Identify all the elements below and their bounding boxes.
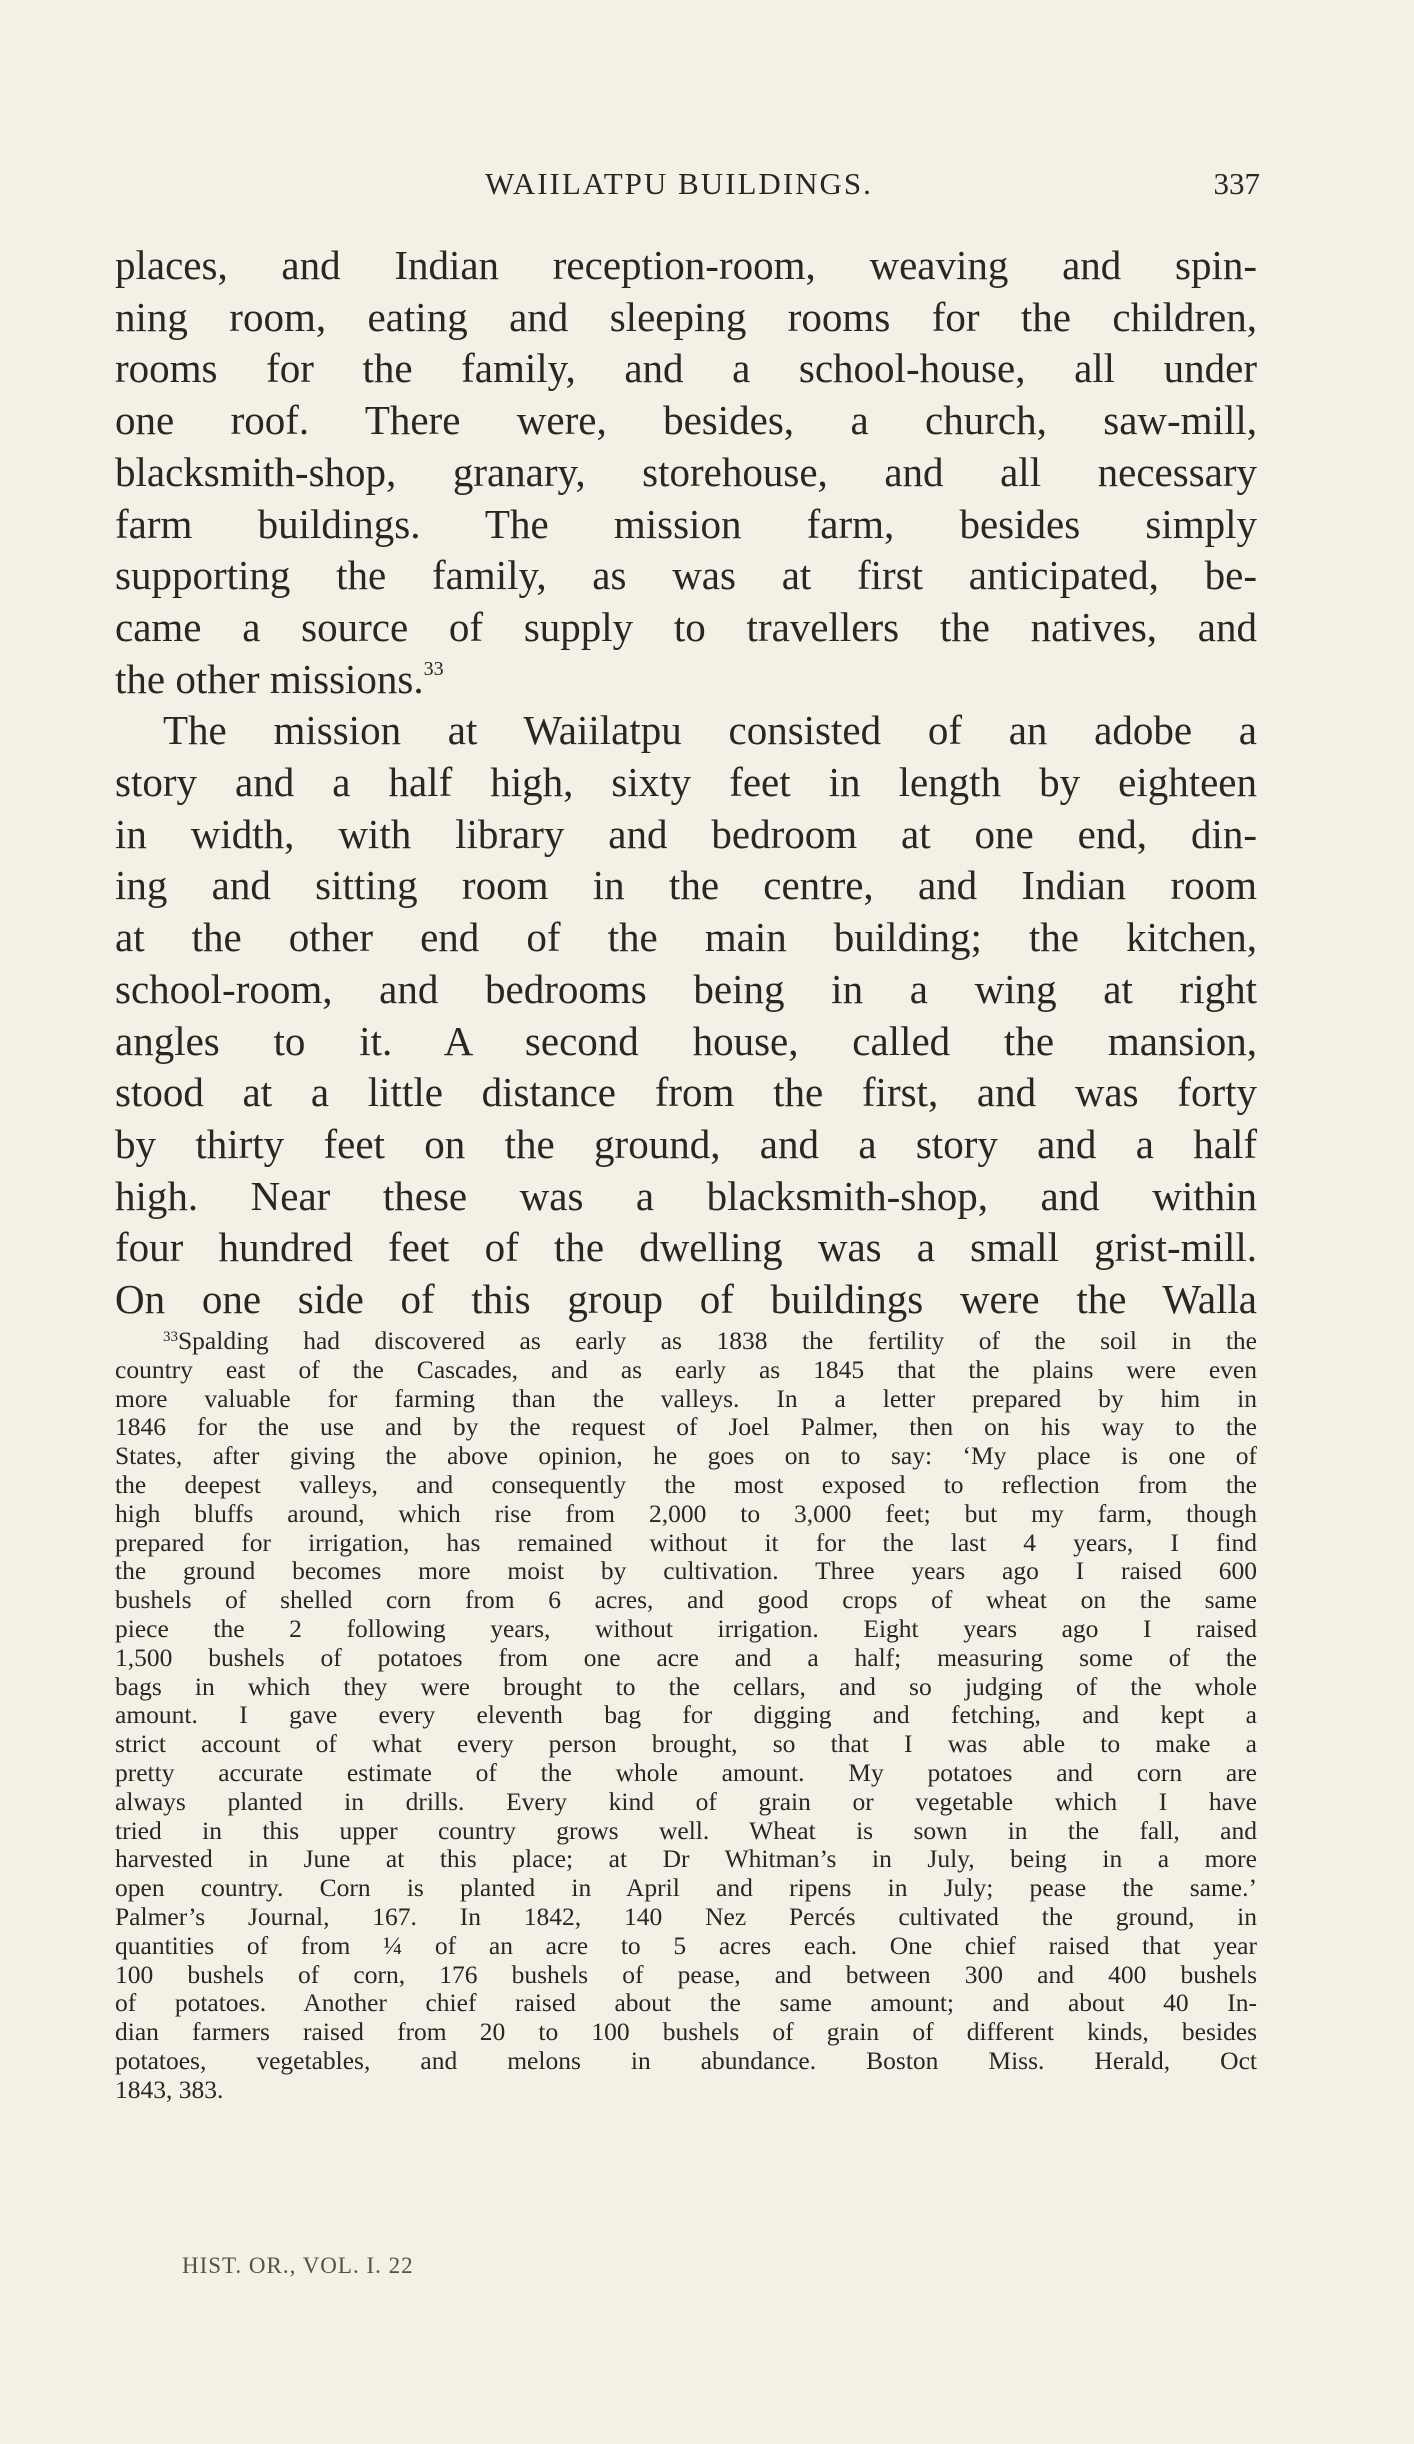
body-line: ing and sitting room in the centre, and Indian room [115, 862, 1257, 909]
footnote-line: country east of the Cascades, and as early as 1845 that the plains were even [115, 1354, 1257, 1384]
footnote-line: 1846 for the use and by the request of Joel Palmer, then on his way to the [115, 1412, 1257, 1442]
footnote-line: 1843, 383. [115, 2074, 224, 2104]
footnote-line: harvested in June at this place; at Dr Whitman’s in July, being in a more [115, 1844, 1257, 1874]
footnote-line: prepared for irrigation, has remained without it for the last 4 years, I find [115, 1527, 1257, 1557]
body-line: On one side of this group of buildings were the Walla [115, 1276, 1257, 1323]
footnote-line: open country. Corn is planted in April and ripens in July; pease the same.’ [115, 1873, 1257, 1903]
footnote-line: of potatoes. Another chief raised about the same amount; and about 40 In- [115, 1988, 1257, 2018]
running-head [115, 166, 1260, 206]
body-line: ning room, eating and sleeping rooms for the children, [115, 293, 1257, 340]
running-title: WAIILATPU BUILDINGS. [485, 166, 873, 201]
body-line: at the other end of the main building; the kitchen, [115, 914, 1257, 961]
footnote-line: quantities of from ¼ of an acre to 5 acres each. One chief raised that year [115, 1930, 1257, 1960]
body-text [115, 240, 1257, 1326]
body-line: one roof. There were, besides, a church, saw-mill, [115, 397, 1257, 444]
footnote-line: States, after giving the above opinion, he goes on to say: ‘My place is one of [115, 1441, 1257, 1471]
footnote-line: dian farmers raised from 20 to 100 bushels of grain of different kinds, besides [115, 2017, 1257, 2047]
body-line: high. Near these was a blacksmith-shop, and within [115, 1172, 1257, 1219]
footnote-line: the ground becomes more moist by cultivation. Three years ago I raised 600 [115, 1556, 1257, 1586]
body-line: farm buildings. The mission farm, besides simply [115, 500, 1257, 547]
footnote-line: Palmer’s Journal, 167. In 1842, 140 Nez Percés cultivated the ground, in [115, 1901, 1257, 1931]
body-line: came a source of supply to travellers the natives, and [115, 603, 1257, 650]
body-line: rooms for the family, and a school-house, all under [115, 345, 1257, 392]
footnote-line: always planted in drills. Every kind of grain or vegetable which I have [115, 1786, 1257, 1816]
footnote-marker: 33 [163, 1329, 178, 1345]
footnote-line: bags in which they were brought to the cellars, and so judging of the whole [115, 1671, 1257, 1701]
footnote-line: more valuable for farming than the valleys. In a letter prepared by him in [115, 1383, 1257, 1413]
footnote [115, 1327, 1257, 2105]
body-line: in width, with library and bedroom at one end, din- [115, 810, 1257, 857]
page-number: 337 [1213, 166, 1260, 201]
body-line: stood at a little distance from the first, and was forty [115, 1069, 1257, 1116]
footnote-line: amount. I gave every eleventh bag for digging and fetching, and kept a [115, 1700, 1257, 1730]
footnote-line: 1,500 bushels of potatoes from one acre and a half; measuring some of the [115, 1642, 1257, 1672]
body-line: story and a half high, sixty feet in length by eighteen [115, 759, 1257, 806]
footnote-line: strict account of what every person brought, so that I was able to make a [115, 1729, 1257, 1759]
paragraph-end-line [115, 654, 1257, 706]
body-line: angles to it. A second house, called the mansion, [115, 1017, 1257, 1064]
footnote-line: piece the 2 following years, without irrigation. Eight years ago I raised [115, 1613, 1257, 1643]
body-line: four hundred feet of the dwelling was a small grist-mill. [115, 1224, 1257, 1271]
body-line: places, and Indian reception-room, weaving and spin- [115, 242, 1257, 288]
footnote-line: potatoes, vegetables, and melons in abundance. Boston Miss. Herald, Oct [115, 2045, 1257, 2075]
footnote-first-line [115, 1327, 1257, 1356]
footnote-line-text: Spalding had discovered as early as 1838 the fertility of the soil in the [178, 1326, 1257, 1355]
footnote-line: high bluffs around, which rise from 2,000 to 3,000 feet; but my farm, though [115, 1498, 1257, 1528]
signature-mark: HIST. OR., VOL. I. 22 [182, 2253, 414, 2278]
body-line: by thirty feet on the ground, and a story and a half [115, 1120, 1257, 1167]
footnote-line: pretty accurate estimate of the whole amount. My potatoes and corn are [115, 1757, 1257, 1787]
footnote-line: the deepest valleys, and consequently the most exposed to reflection from the [115, 1469, 1257, 1499]
footnote-reference: 33 [423, 657, 444, 680]
footnote-line: 100 bushels of corn, 176 bushels of pease, and between 300 and 400 bushels [115, 1959, 1257, 1989]
body-line-text: the other missions. [115, 655, 424, 702]
body-line: supporting the family, as was at first anticipated, be- [115, 552, 1257, 599]
footnote-line: bushels of shelled corn from 6 acres, and good crops of wheat on the same [115, 1585, 1257, 1615]
body-line: school-room, and bedrooms being in a wing at right [115, 965, 1257, 1012]
body-line: The mission at Waiilatpu consisted of an adobe a [163, 707, 1257, 754]
body-line: blacksmith-shop, granary, storehouse, and all necessary [115, 448, 1257, 495]
footnote-line: tried in this upper country grows well. Wheat is sown in the fall, and [115, 1815, 1257, 1845]
